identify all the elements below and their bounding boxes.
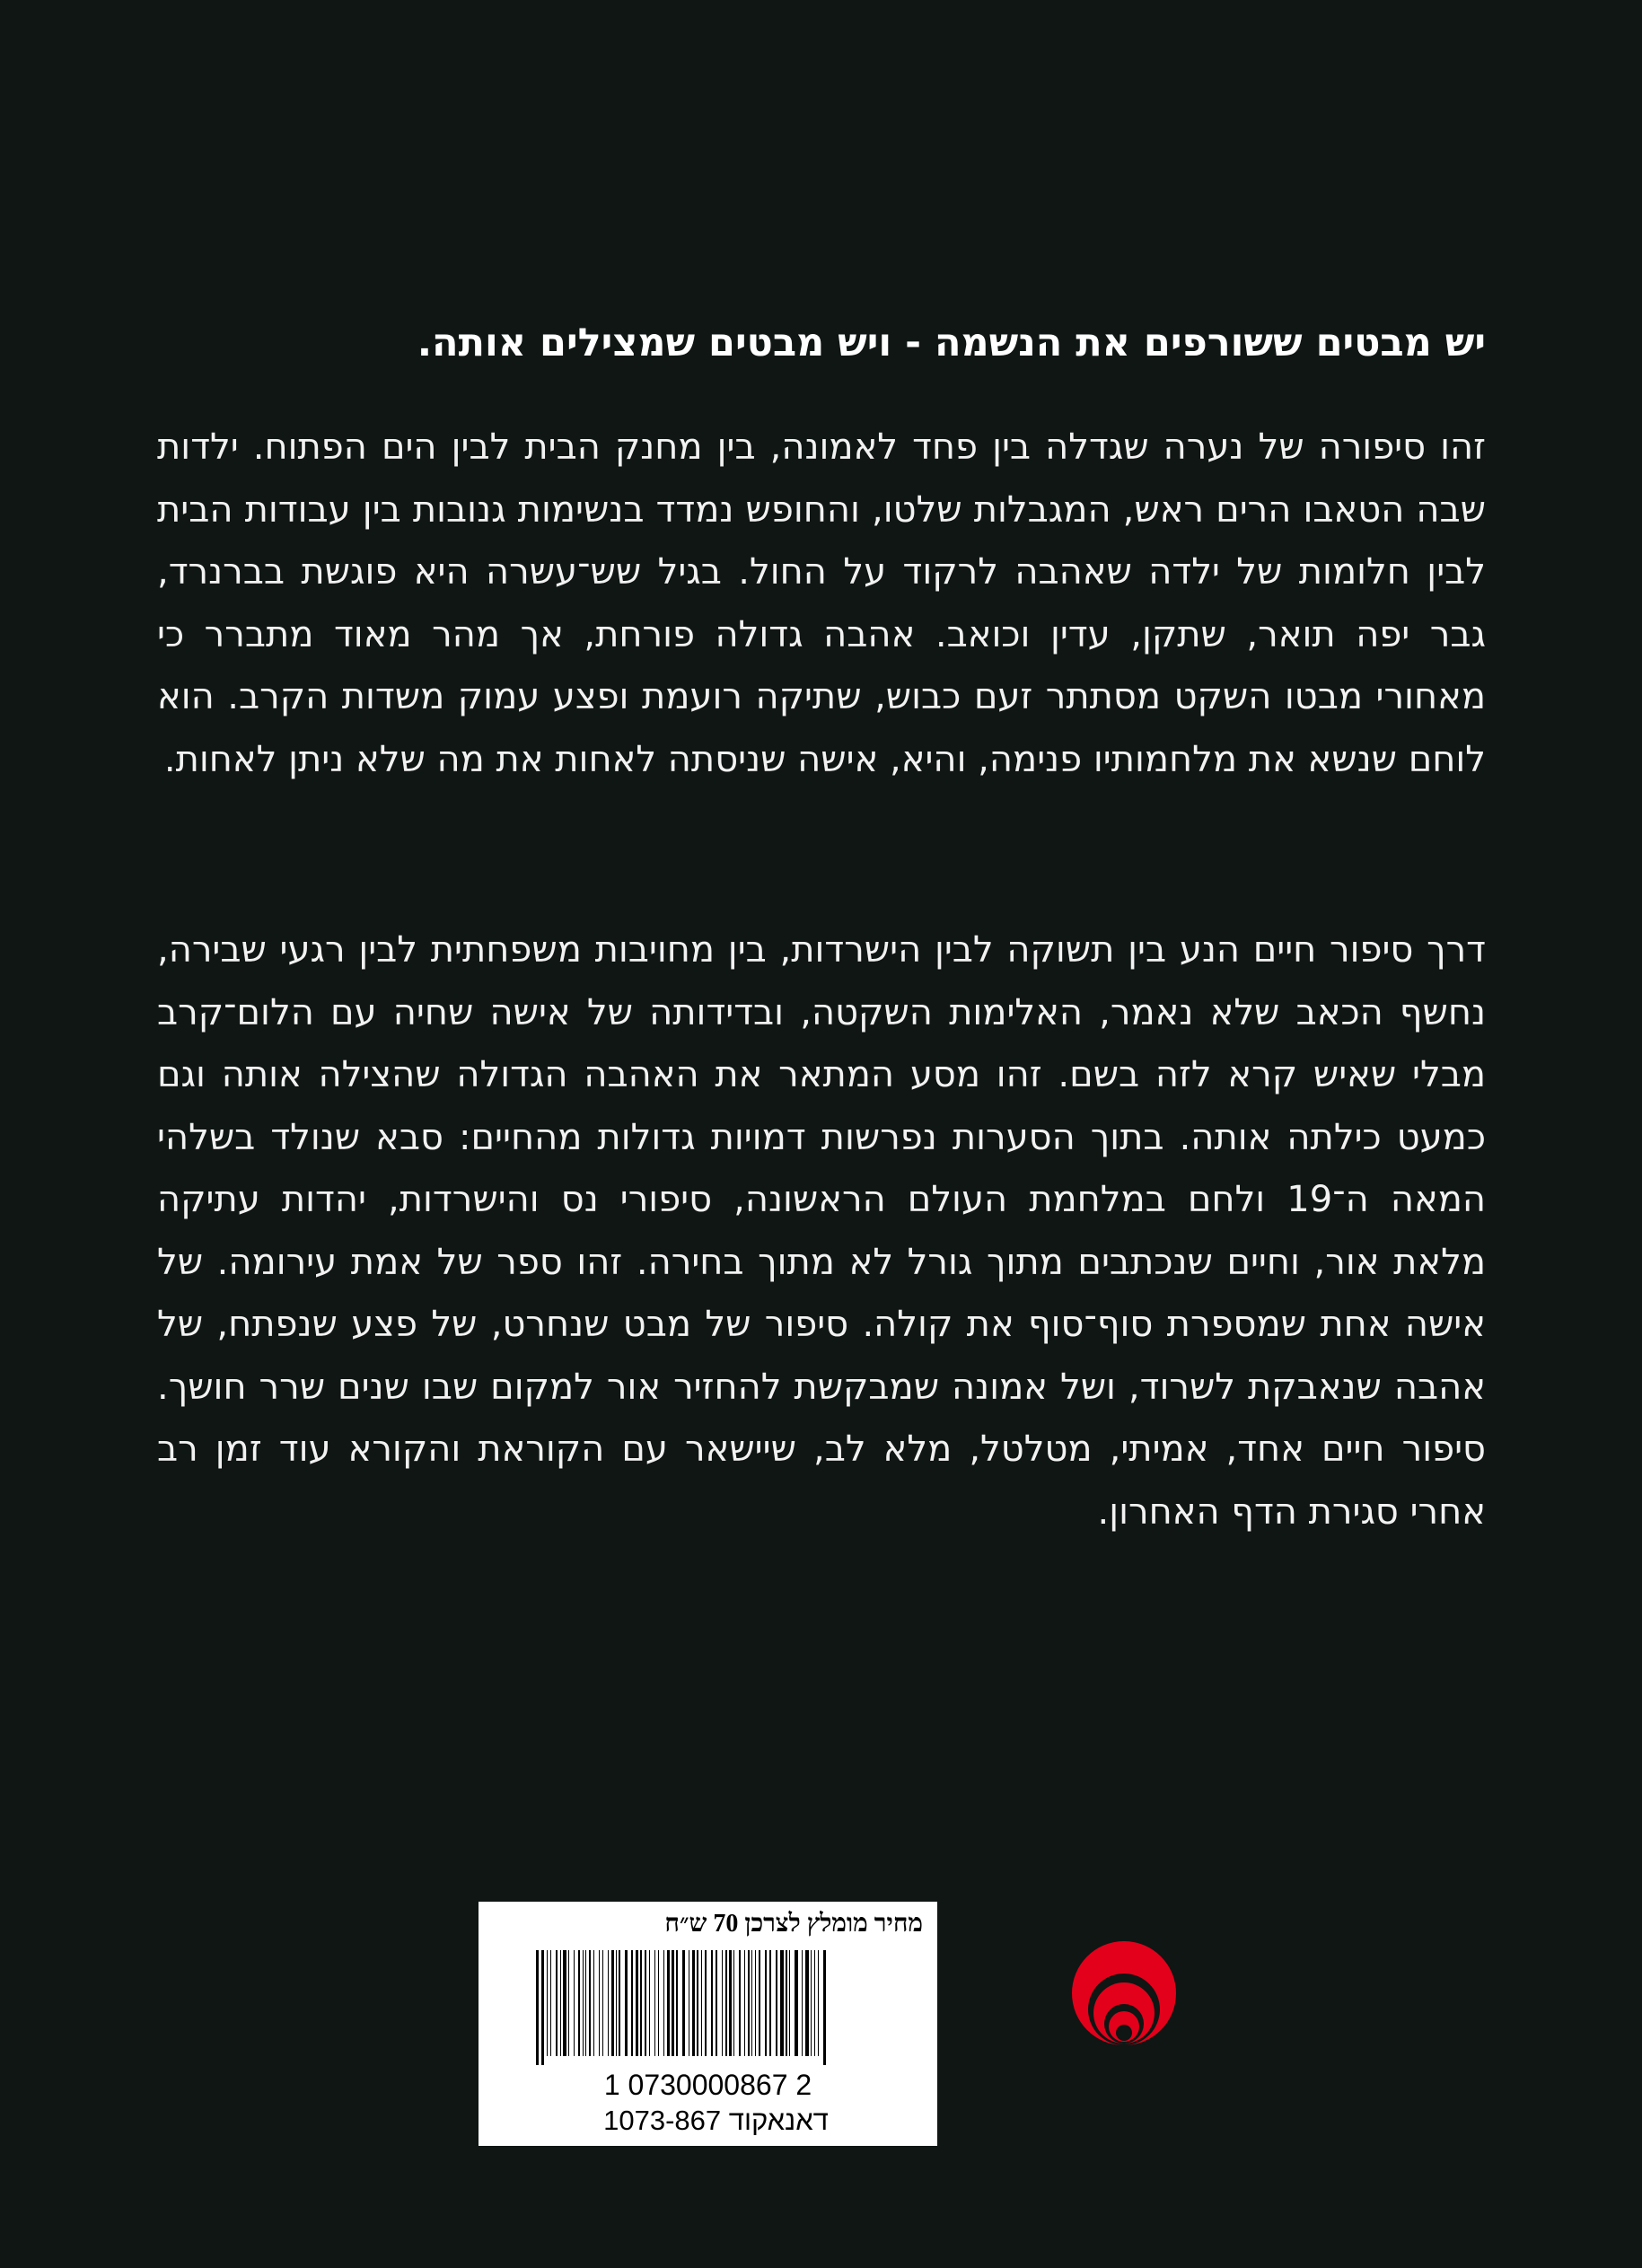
barcode-bar <box>611 1950 614 2056</box>
catalog-line <box>479 2105 937 2137</box>
barcode-bar <box>658 1950 659 2056</box>
barcode-bar <box>619 1950 620 2056</box>
barcode-bar <box>560 1950 561 2056</box>
barcode-bar <box>811 1950 812 2056</box>
barcode-bar <box>602 1950 603 2056</box>
barcode-bar <box>625 1950 628 2056</box>
barcode-bar <box>755 1950 756 2056</box>
barcode-bar <box>583 1950 584 2056</box>
barcode-bar <box>672 1950 674 2056</box>
barcode-bar <box>705 1950 707 2056</box>
price-label: מחיר מומלץ לצרכן 70 ש״ח <box>664 1910 923 1938</box>
barcode-bar <box>645 1950 646 2056</box>
barcode-bar <box>547 1950 548 2056</box>
barcode-bar <box>769 1950 771 2056</box>
barcode-bar <box>556 1950 558 2056</box>
barcode-bar <box>823 1950 826 2065</box>
barcode-bar <box>640 1950 642 2056</box>
barcode-bar <box>739 1950 741 2056</box>
barcode-bar <box>541 1950 544 2065</box>
barcode-bar <box>725 1950 727 2056</box>
paragraph-1: זהו סיפורה של נערה שגדלה בין פחד לאמונה, בין מחנק הבית לבין הים הפתוח. ילדות שבה הטאבו הרים ראש, המגבלות שלטו, והחופש נמדד בנשימות גנובות בין עבודות הבית לבין חלומות של ילדה שאהבה לרקוד על החול. בגיל שש־עשרה היא פוגשת בברנרד, גבר יפה תואר, שתקן, עדין וכואב. אהבה גדולה פורחת, אך מהר מאוד מתברר כי מאחורי מבטו השקט מסתתר זעם כבוש, שתיקה רועמת ופצע עמוק משדות הקרב. הוא לוחם שנשא את מלחמותיו פנימה, והיא, אישה שניסתה לאחות את מה שלא ניתן לאחות. <box>157 426 1486 780</box>
barcode-bar <box>568 1950 569 2056</box>
barcode-bar <box>578 1950 580 2056</box>
barcode-bar <box>616 1950 617 2056</box>
barcode-bar <box>589 1950 591 2056</box>
barcode-bar <box>759 1950 760 2056</box>
barcode-bar <box>574 1950 575 2056</box>
barcode-bar <box>682 1950 685 2056</box>
barcode-bar <box>536 1950 539 2065</box>
barcode-bar <box>805 1950 809 2056</box>
catalog-label: דאנאקוד <box>728 2105 829 2136</box>
barcode-box <box>479 1902 937 2146</box>
barcode-bar <box>729 1950 732 2056</box>
paragraph-2: דרך סיפור חיים הנע בין תשוקה לבין הישרדות, בין מחויבות משפחתית לבין רגעי שבירה, נחשף הכאב שלא נאמר, האלימות השקטה, ובדידותה של אישה שחיה עם הלום־קרב מבלי שאיש קרא לזה בשם. זהו מסע המתאר את האהבה הגדולה שהצילה אותה וגם כמעט כילתה אותה. בתוך הסערות נפרשות דמויות גדולות מהחיים: סבא שנולד בשלהי המאה ה־19 ולחם במלחמת העולם הראשונה, סיפורי נס והישרדות, יהדות עתיקה מלאת אור, וחיים שנכתבים מתוך גורל לא מתוך בחירה. זהו ספר של אמת עירומה. של אישה אחת שמספרת סוף־סוף את קולה. סיפור של מבט שנחרט, של פצע שנפתח, של אהבה שנאבקת לשרוד, ושל אמונה שמבקשת להחזיר אור למקום שבו שנים שרר חושך. סיפור חיים אחד, אמיתי, מטלטל, מלא לב, שיישאר עם הקוראת והקורא עוד זמן רב אחרי סגירת הדף האחרון. <box>157 929 1486 1533</box>
barcode-bar <box>692 1950 695 2056</box>
barcode-bar <box>663 1950 664 2056</box>
barcode-bar <box>599 1950 600 2056</box>
barcode-bar <box>814 1950 815 2056</box>
barcode-bar <box>608 1950 609 2056</box>
catalog-code: 1073-867 <box>603 2105 722 2136</box>
barcode-bar <box>786 1950 787 2056</box>
barcode-bar <box>780 1950 784 2056</box>
barcode-bar <box>711 1950 713 2056</box>
barcode-bar <box>593 1950 594 2056</box>
barcode-icon <box>532 1950 882 2065</box>
barcode-bar <box>701 1950 702 2056</box>
barcode-bar <box>795 1950 798 2056</box>
barcode-bar <box>789 1950 790 2056</box>
barcode-bar <box>563 1950 566 2056</box>
barcode-bar <box>751 1950 752 2056</box>
barcode-bar <box>631 1950 633 2056</box>
barcode-bar <box>722 1950 723 2056</box>
barcode-bar <box>765 1950 767 2056</box>
barcode-bar <box>636 1950 638 2056</box>
barcode-bar <box>667 1950 670 2056</box>
barcode-bar <box>649 1950 650 2056</box>
barcode-bar <box>585 1950 586 2056</box>
barcode-bar <box>676 1950 678 2056</box>
barcode-bar <box>716 1950 717 2056</box>
headline: יש מבטים ששורפים את הנשמה - ויש מבטים שמצילים אותה. <box>417 321 1486 365</box>
barcode-bar <box>733 1950 734 2056</box>
blurb <box>157 316 1486 1543</box>
barcode-bar <box>818 1950 819 2056</box>
barcode-number: 1 0730000867 2 <box>603 2069 812 2101</box>
barcode-bar <box>748 1950 750 2056</box>
barcode-bar <box>697 1950 698 2056</box>
barcode-bar <box>802 1950 803 2056</box>
publisher-logo-icon <box>1070 1938 1178 2049</box>
barcode-bar <box>550 1950 551 2056</box>
barcode-bar <box>654 1950 655 2056</box>
barcode-bar <box>776 1950 777 2056</box>
barcode-bar <box>744 1950 745 2056</box>
